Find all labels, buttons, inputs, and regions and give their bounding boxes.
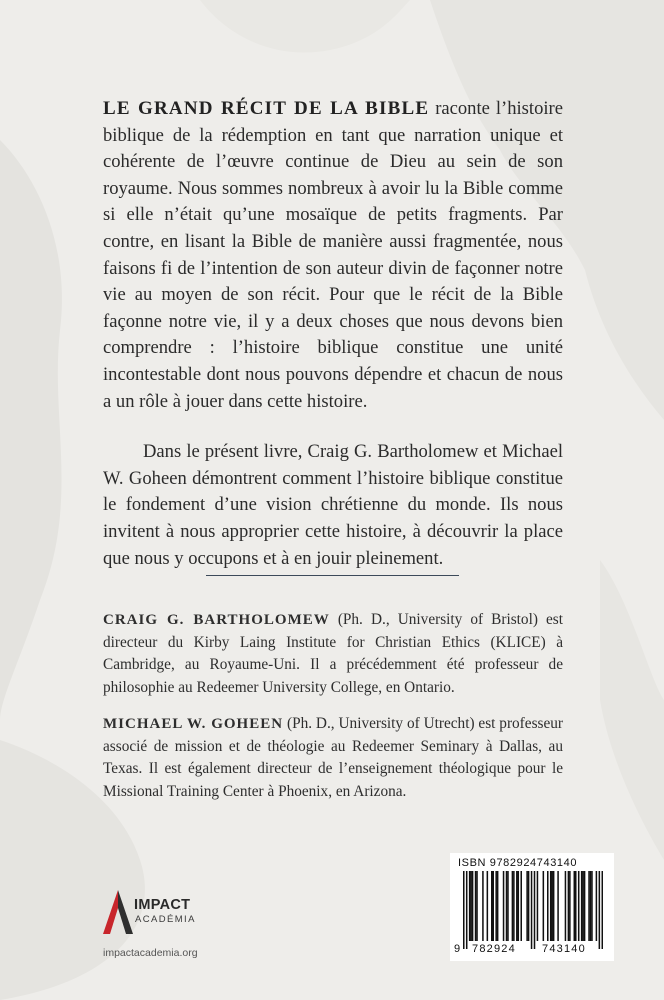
barcode-bar (591, 871, 593, 941)
barcode-bar (491, 871, 493, 941)
barcode-bar (534, 871, 536, 949)
barcode-bar (575, 871, 577, 941)
barcode-bar (551, 871, 553, 941)
barcode-digits-left: 782924 (472, 943, 516, 955)
author-bio-text: (Ph. D., University of Utrecht) est professeur associé de mission et de théologie au Redeemer Seminary à Dallas, au Texas. Il est également directeur de l’enseignement théologique pour le Missional Training Center à Phoenix, en Arizona. (103, 715, 564, 800)
barcode-bar (581, 871, 583, 941)
barcode-bar (495, 871, 497, 941)
publisher-subtitle: ACADÉMIA (135, 914, 196, 925)
blurb-paragraph-1-text: raconte l’histoire biblique de la rédemption en tant que narration unique et cohérente de l’œuvre continue de Dieu au sein de son royaume. Nous sommes nombreux à avoir lu la Bible comme si elle n’était qu’une mosaïque de petits fragments. Par contre, en lisant la Bible de manière aussi fragmentée, nous faisons fi de l’intention de son auteur divin de façonner notre vie au moyen de son récit. Pour que le récit de la Bible façonne notre vie, il y a deux choses que nous devons bien comprendre : l’histoire biblique constitue une unité incontestable dont nous pouvons dépendre et chacun de nous a un rôle à jouer dans cette histoire. (103, 98, 563, 412)
blurb-paragraph-1 (103, 96, 563, 415)
impact-logo-icon (103, 890, 133, 934)
isbn-label: ISBN 9782924743140 (458, 857, 578, 869)
barcode-bar (516, 871, 518, 941)
barcode-bar (513, 871, 515, 941)
isbn-barcode (450, 853, 614, 961)
barcode-bar (507, 871, 509, 941)
barcode-bar (482, 871, 484, 941)
barcode-bar (550, 871, 552, 941)
barcode-bar (497, 871, 499, 941)
author-bio-bartholomew (103, 609, 563, 699)
publisher-logo (103, 886, 213, 950)
barcode-bar (492, 871, 494, 941)
barcode-bar (553, 871, 555, 941)
barcode-bar (503, 871, 505, 941)
barcode-bar (537, 871, 539, 941)
barcode-bar (526, 871, 528, 941)
author-name: CRAIG G. BARTHOLOMEW (103, 612, 330, 628)
barcode-bar (584, 871, 586, 941)
barcode-bar (590, 871, 592, 941)
barcode-bar (578, 871, 580, 941)
barcode-bar (506, 871, 508, 941)
author-name: MICHAEL W. GOHEEN (103, 716, 284, 732)
barcode-bar (557, 871, 559, 941)
barcode-bar (475, 871, 477, 941)
back-cover-blurb (103, 96, 563, 572)
barcode-bar (487, 871, 489, 941)
barcode-bar (528, 871, 530, 941)
barcode-bar (588, 871, 590, 941)
barcode-bar (472, 871, 474, 941)
barcode-bar (518, 871, 520, 941)
barcode-bar (470, 871, 472, 941)
barcode-bar (568, 871, 570, 941)
author-bio-text: (Ph. D., University of Bristol) est directeur du Kirby Laing Institute for Christian Ethics (KLICE) à Cambridge, au Royaume-Uni. Il a précédemment été professeur de philosophie au Redeemer University College, en Ontario. (103, 611, 563, 696)
barcode-bar (599, 871, 601, 949)
author-bio-goheen (103, 713, 563, 803)
barcode-bar (602, 871, 603, 949)
barcode-bar (476, 871, 478, 941)
section-divider (206, 575, 459, 576)
barcode-bar (469, 871, 471, 941)
barcode-bar (531, 871, 533, 949)
blurb-paragraph-2: Dans le présent livre, Craig G. Bartholomew et Michael W. Goheen démontrent comment l’histoire biblique constitue le fondement d’une vision chrétienne du monde. Ils nous invitent à nous approprier cette histoire, à découvrir la place que nous y occupons et à en jouir pleinement. (103, 441, 563, 569)
barcode-bar (520, 871, 522, 941)
barcode-digit-first: 9 (454, 943, 462, 955)
barcode-bar (582, 871, 584, 941)
barcode-bar (543, 871, 545, 941)
barcode-digits-right: 743140 (542, 943, 586, 955)
barcode-bar (463, 871, 465, 949)
barcode-bar (512, 871, 514, 941)
barcode-bar (565, 871, 567, 941)
publisher-website: impactacademia.org (103, 947, 198, 959)
publisher-name: IMPACT (134, 897, 191, 913)
barcode-bar (574, 871, 576, 941)
barcode-bar (466, 871, 468, 949)
barcode-bars (463, 871, 603, 951)
barcode-bar (569, 871, 571, 941)
barcode-bar (596, 871, 598, 941)
barcode-bar (547, 871, 549, 941)
book-title-lead: LE GRAND RÉCIT DE LA BIBLE (103, 98, 430, 119)
